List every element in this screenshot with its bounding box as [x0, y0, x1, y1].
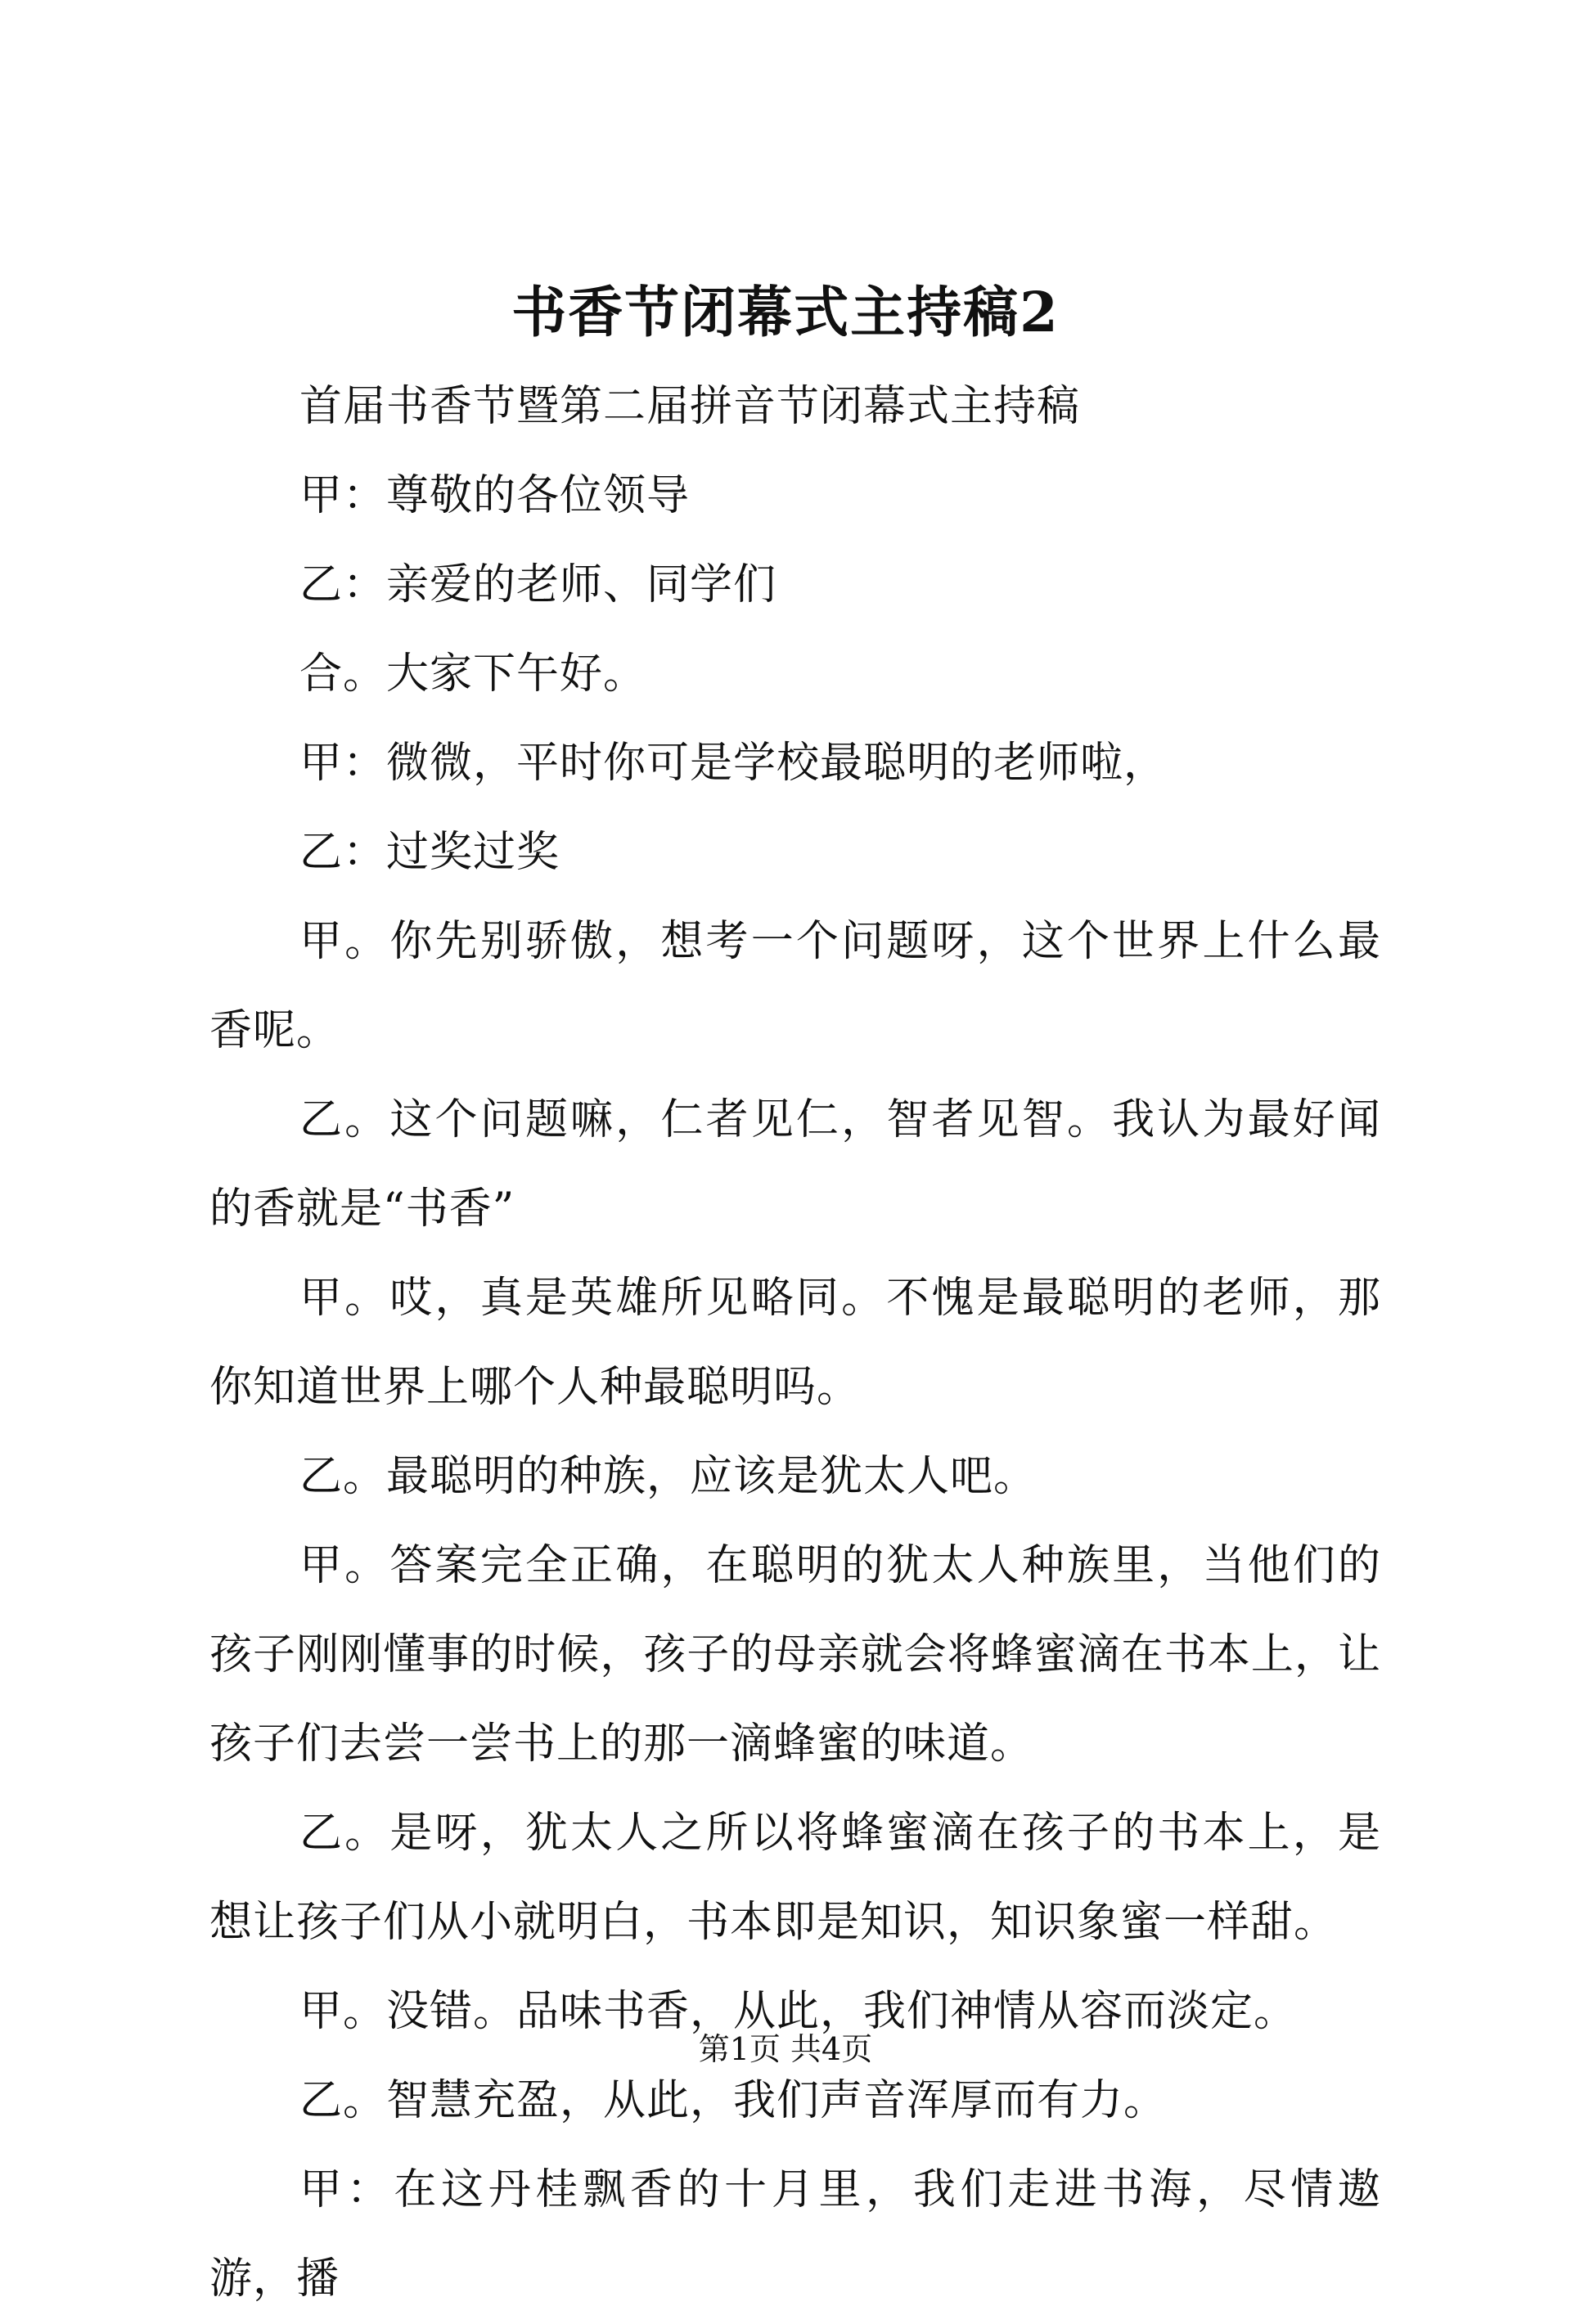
paragraph: 乙。最聪明的种族，应该是犹太人吧。 [299, 1452, 1038, 1501]
paragraph: 乙。这个问题嘛，仁者见仁，智者见智。我认为最好闻的香就是“书香” [209, 1095, 1381, 1234]
page-number-footer: 第1页 共4页 [698, 2031, 873, 2067]
paragraph: 乙：过奖过奖 [299, 828, 560, 877]
paragraph: 乙。智慧充盈，从此，我们声音浑厚而有力。 [299, 2076, 1168, 2125]
paragraph: 乙。是呀，犹太人之所以将蜂蜜滴在孩子的书本上，是想让孩子们从小就明白，书本即是知识，知识象蜜一样甜。 [209, 1809, 1381, 1947]
paragraph: 甲。答案完全正确，在聪明的犹太人种族里，当他们的孩子刚刚懂事的时候，孩子的母亲就会将蜂蜜滴在书本上，让孩子们去尝一尝书上的那一滴蜂蜜的味道。 [209, 1541, 1381, 1769]
paragraph: 甲。没错。品味书香，从此，我们神情从容而淡定。 [299, 1987, 1298, 2036]
paragraph: 甲：尊敬的各位领导 [299, 471, 691, 520]
document-title: 书香节闭幕式主持稿2 [511, 280, 1060, 344]
paragraph: 乙：亲爱的老师、同学们 [299, 560, 777, 609]
paragraph: 甲。哎，真是英雄所见略同。不愧是最聪明的老师，那你知道世界上哪个人种最聪明吗。 [209, 1274, 1381, 1412]
paragraph: 首届书香节暨第二届拼音节闭幕式主持稿 [299, 382, 1081, 431]
paragraph: 甲：微微，平时你可是学校最聪明的老师啦， [299, 739, 1168, 788]
paragraph: 甲。你先别骄傲，想考一个问题呀，这个世界上什么最香呢。 [209, 917, 1381, 1055]
paragraph: 甲：在这丹桂飘香的十月里，我们走进书海，尽情遨游，播 [209, 2165, 1381, 2304]
paragraph: 合。大家下午好。 [299, 650, 647, 699]
